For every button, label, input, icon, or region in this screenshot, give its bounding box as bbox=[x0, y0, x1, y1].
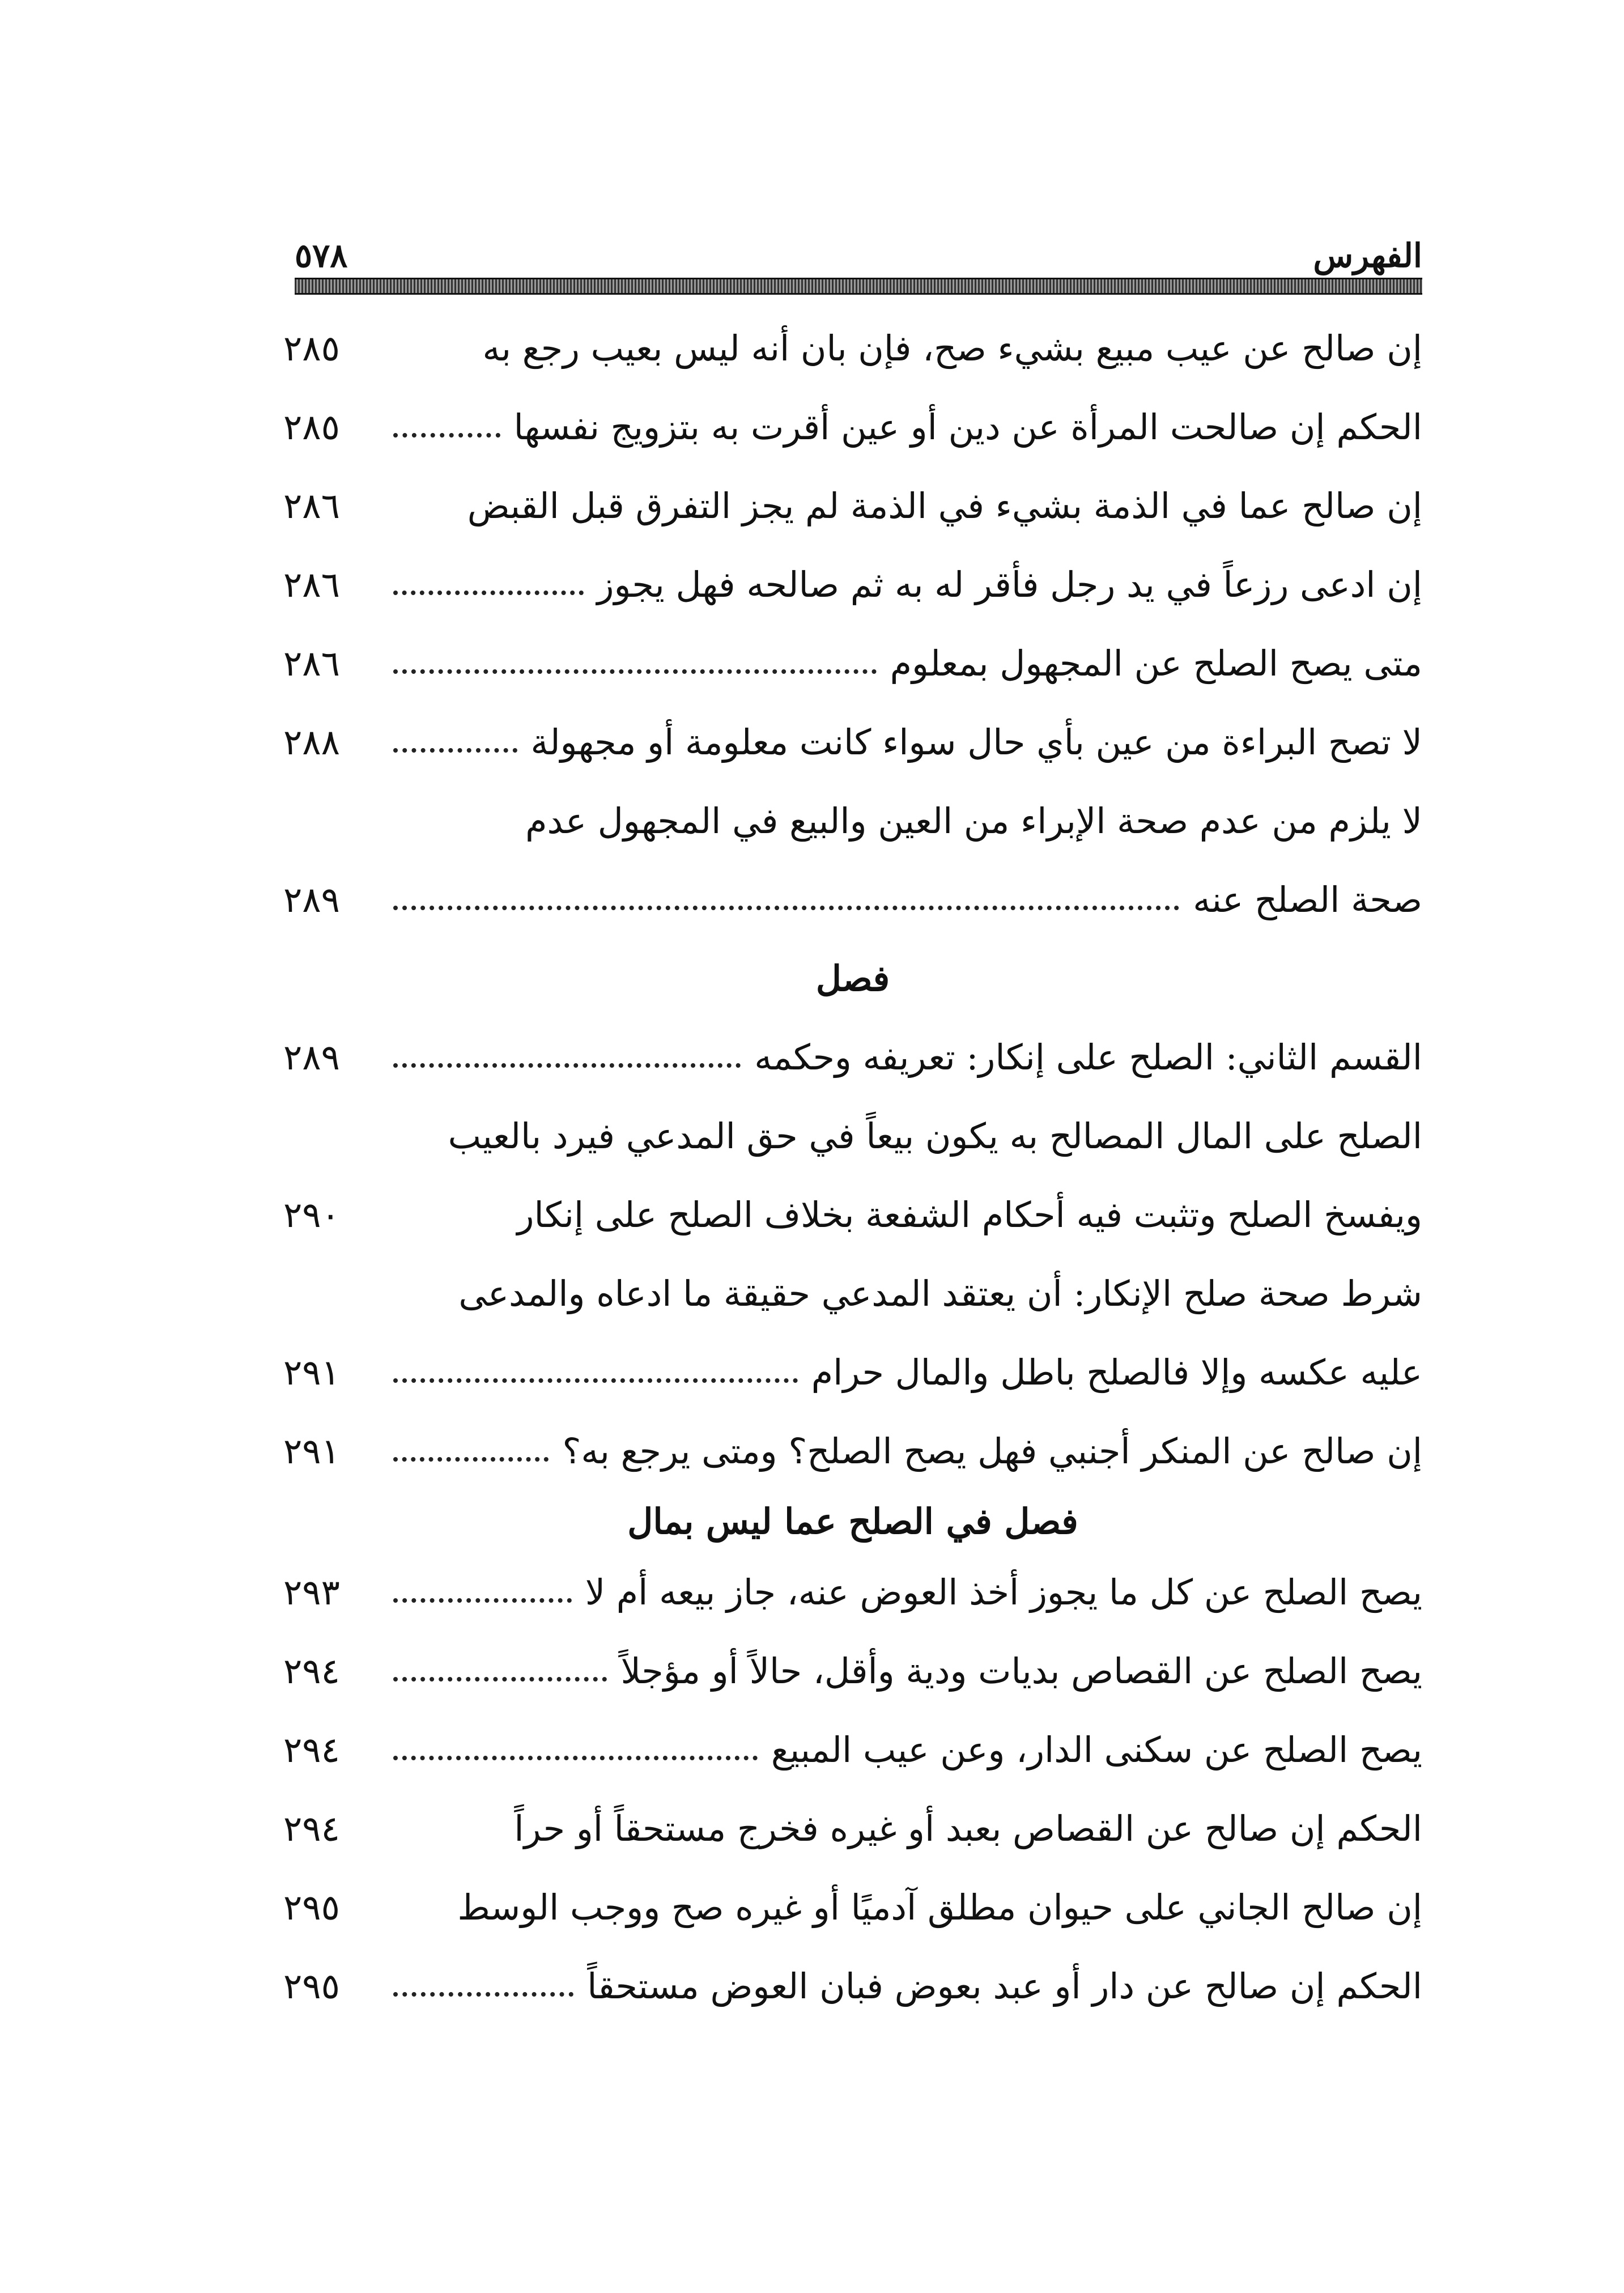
toc-entry-text: إن صالح عن عيب مبيع بشيء صح، فإن بان أنه ليس بعيب رجع به bbox=[482, 327, 1422, 369]
toc-page-number: ٢٨٥ bbox=[283, 327, 340, 369]
toc-entry-text: شرط صحة صلح الإنكار: أن يعتقد المدعي حقيقة ما ادعاه والمدعى bbox=[458, 1272, 1422, 1314]
toc-page-number: ٢٨٦ bbox=[283, 563, 340, 605]
toc-entry bbox=[283, 1333, 1422, 1412]
header-title: الفهرس bbox=[1313, 236, 1422, 275]
toc-entry-text: عليه عكسه وإلا فالصلح باطل والمال حرام bbox=[811, 1351, 1422, 1393]
toc-entry-text: الصلح على المال المصالح به يكون بيعاً في حق المدعي فيرد بالعيب bbox=[448, 1115, 1422, 1157]
toc-entry-text: الحكم إن صالح عن دار أو عبد بعوض فبان العوض مستحقاً bbox=[587, 1965, 1422, 2007]
toc-entry bbox=[283, 624, 1422, 703]
toc-entry-text: صحة الصلح عنه bbox=[1193, 878, 1422, 920]
toc-entry-text: إن صالح عما في الذمة بشيء في الذمة لم يجز التفرق قبل القبض bbox=[467, 485, 1422, 526]
dot-leader bbox=[393, 1457, 549, 1462]
toc-page-number: ٢٨٥ bbox=[283, 406, 340, 448]
toc-page-number: ٢٨٨ bbox=[283, 721, 340, 763]
section-heading bbox=[283, 1491, 1422, 1553]
toc-entry-text: الحكم إن صالح عن القصاص بعبد أو غيره فخرج مستحقاً أو حراً bbox=[514, 1807, 1422, 1849]
toc-entry-text: لا يلزم من عدم صحة الإبراء من العين والبيع في المجهول عدم bbox=[525, 800, 1422, 842]
toc-entry bbox=[283, 545, 1422, 624]
toc-entry bbox=[283, 388, 1422, 466]
toc-entry-text: ويفسخ الصلح وتثبت فيه أحكام الشفعة بخلاف الصلح على إنكار bbox=[517, 1194, 1422, 1235]
dot-leader bbox=[393, 906, 1179, 910]
table-of-contents bbox=[283, 309, 1422, 2026]
toc-entry bbox=[283, 466, 1422, 545]
toc-entry-text: يصح الصلح عن سكنى الدار، وعن عيب المبيع bbox=[771, 1729, 1422, 1770]
dot-leader bbox=[393, 1756, 758, 1760]
toc-page-number: ٢٩٥ bbox=[283, 1965, 340, 2007]
toc-entry-text: لا تصح البراءة من عين بأي حال سواء كانت معلومة أو مجهولة bbox=[530, 721, 1422, 763]
toc-page-number: ٢٨٦ bbox=[283, 485, 340, 526]
toc-entry-text: إن ادعى رزعاً في يد رجل فأقر له به ثم صالحه فهل يجوز bbox=[597, 563, 1422, 605]
toc-entry bbox=[283, 1553, 1422, 1632]
toc-entry bbox=[283, 703, 1422, 782]
section-heading-text: فصل bbox=[815, 957, 890, 999]
toc-entry bbox=[283, 860, 1422, 939]
dot-leader bbox=[393, 1063, 741, 1068]
toc-page-number: ٢٨٩ bbox=[283, 878, 340, 920]
toc-entry bbox=[283, 1412, 1422, 1491]
dot-leader bbox=[393, 591, 584, 595]
toc-entry bbox=[283, 1097, 1422, 1175]
running-header bbox=[295, 224, 1422, 275]
dot-leader bbox=[393, 1677, 607, 1681]
toc-page-number: ٢٨٦ bbox=[283, 642, 340, 684]
toc-entry bbox=[283, 309, 1422, 388]
toc-page-number: ٢٩٥ bbox=[283, 1886, 340, 1928]
toc-entry-text: إن صالح الجاني على حيوان مطلق آدميًا أو غيره صح ووجب الوسط bbox=[457, 1886, 1422, 1928]
toc-entry bbox=[283, 1710, 1422, 1789]
dot-leader bbox=[393, 748, 517, 753]
toc-entry-text: القسم الثاني: الصلح على إنكار: تعريفه وحكمه bbox=[754, 1036, 1422, 1078]
toc-entry-text: يصح الصلح عن القصاص بديات ودية وأقل، حالاً أو مؤجلاً bbox=[620, 1650, 1422, 1692]
toc-entry bbox=[283, 1254, 1422, 1333]
toc-page-number: ٢٨٩ bbox=[283, 1036, 340, 1078]
toc-page-number: ٢٩٤ bbox=[283, 1729, 340, 1770]
toc-page-number: ٢٩٤ bbox=[283, 1650, 340, 1692]
toc-page-number: ٢٩٠ bbox=[283, 1194, 340, 1235]
toc-entry bbox=[283, 1947, 1422, 2026]
dot-leader bbox=[393, 433, 500, 438]
toc-entry-text: إن صالح عن المنكر أجنبي فهل يصح الصلح؟ ومتى يرجع به؟ bbox=[562, 1430, 1422, 1472]
dot-leader bbox=[393, 1378, 798, 1383]
header-rule bbox=[295, 278, 1422, 295]
dot-leader bbox=[393, 1992, 573, 1997]
toc-entry bbox=[283, 782, 1422, 860]
dot-leader bbox=[393, 1598, 572, 1603]
toc-entry bbox=[283, 1868, 1422, 1947]
header-page-number: ٥٧٨ bbox=[295, 236, 348, 275]
toc-entry bbox=[283, 1018, 1422, 1097]
toc-entry-text: متى يصح الصلح عن المجهول بمعلوم bbox=[890, 642, 1422, 684]
section-heading bbox=[283, 939, 1422, 1018]
dot-leader bbox=[393, 669, 877, 674]
toc-page-number: ٢٩١ bbox=[283, 1351, 340, 1393]
section-heading-text: فصل في الصلح عما ليس بمال bbox=[627, 1501, 1078, 1542]
toc-entry bbox=[283, 1632, 1422, 1710]
toc-entry-text: يصح الصلح عن كل ما يجوز أخذ العوض عنه، جاز بيعه أم لا bbox=[585, 1571, 1422, 1613]
toc-entry bbox=[283, 1175, 1422, 1254]
toc-entry bbox=[283, 1789, 1422, 1868]
toc-entry-text: الحكم إن صالحت المرأة عن دين أو عين أقرت به بتزويج نفسها bbox=[513, 406, 1422, 448]
toc-page-number: ٢٩١ bbox=[283, 1430, 340, 1472]
toc-page-number: ٢٩٣ bbox=[283, 1571, 340, 1613]
toc-page-number: ٢٩٤ bbox=[283, 1807, 340, 1849]
